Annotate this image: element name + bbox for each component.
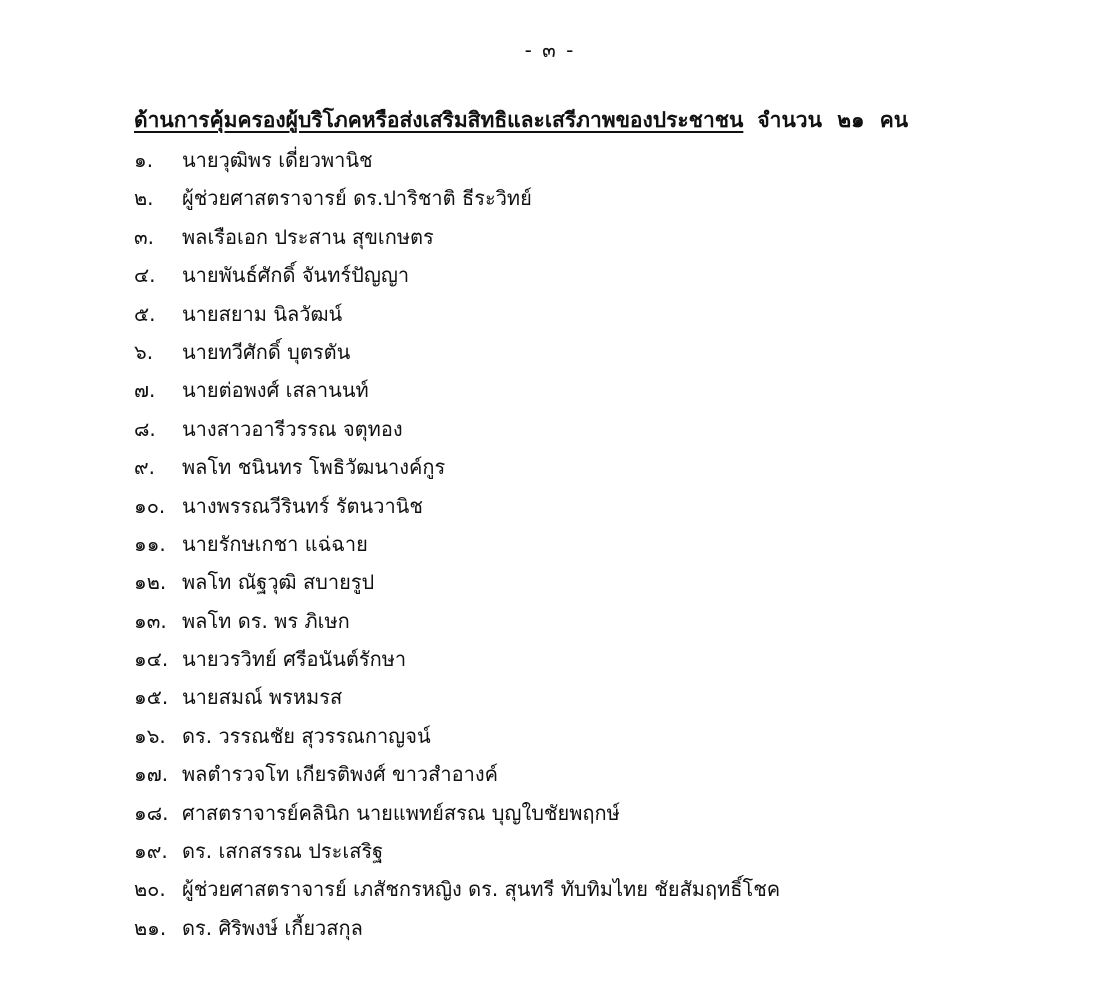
list-item xyxy=(134,563,780,601)
member-name: ผู้ช่วยศาสตราจารย์ เภสัชกรหญิง ดร. สุนทรี ทับทิมไทย ชัยสัมฤทธิ์โชค xyxy=(182,877,781,902)
member-name: พลเรือเอก ประสาน สุขเกษตร xyxy=(182,224,434,249)
member-name: นายสมณ์ พรหมรส xyxy=(182,685,343,710)
item-number: ๑๑. xyxy=(134,531,166,556)
list-item xyxy=(134,218,780,256)
page-number: - ๓ - xyxy=(524,38,576,62)
section-topic: ด้านการคุ้มครองผู้บริโภคหรือส่งเสริมสิทธิและเสรีภาพของประชาชน xyxy=(134,108,744,132)
member-name: นายรักษเกชา แฉ่ฉาย xyxy=(182,531,368,556)
list-item xyxy=(134,909,780,947)
member-name: นายวุฒิพร เดี่ยวพานิช xyxy=(182,148,373,172)
member-name: นายพันธ์ศักดิ์ จันทร์ปัญญา xyxy=(182,263,410,288)
list-item xyxy=(134,256,780,294)
list-item xyxy=(134,448,780,486)
item-number: ๖. xyxy=(134,339,154,364)
item-number: ๔. xyxy=(134,263,156,288)
item-number: ๑๘. xyxy=(134,800,169,825)
list-item xyxy=(134,525,780,563)
item-number: ๘. xyxy=(134,416,156,441)
member-list xyxy=(134,141,780,947)
item-number: ๒. xyxy=(134,186,154,211)
item-number: ๑๙. xyxy=(134,839,168,864)
list-item xyxy=(134,870,780,908)
item-number: ๑๔. xyxy=(134,647,169,672)
member-name: ดร. วรรณชัย สุวรรณกาญจน์ xyxy=(182,723,431,748)
list-item xyxy=(134,832,780,870)
item-number: ๗. xyxy=(134,378,156,403)
member-name: พลโท ชนินทร โพธิวัฒนางค์กูร xyxy=(182,455,446,480)
member-name: ศาสตราจารย์คลินิก นายแพทย์สรณ บุญใบชัยพฤกษ์ xyxy=(182,800,620,825)
member-name: นางพรรณวีรินทร์ รัตนวานิช xyxy=(182,493,423,518)
member-name: พลโท ดร. พร ภิเษก xyxy=(182,608,350,633)
list-item xyxy=(134,640,780,678)
list-item xyxy=(134,678,780,716)
item-number: ๑. xyxy=(134,148,154,172)
member-name: ดร. ศิริพงษ์ เกี้ยวสกุล xyxy=(182,915,363,940)
item-number: ๑๕. xyxy=(134,685,169,710)
item-number: ๑๒. xyxy=(134,570,167,595)
item-number: ๒๐. xyxy=(134,877,166,902)
member-name: พลตำรวจโท เกียรติพงศ์ ขาวสำอางค์ xyxy=(182,762,498,787)
member-name: นายวรวิทย์ ศรีอนันต์รักษา xyxy=(182,647,407,672)
item-number: ๒๑. xyxy=(134,915,167,940)
list-item xyxy=(134,295,780,333)
member-name: พลโท ณัฐวุฒิ สบายรูป xyxy=(182,570,375,595)
item-number: ๑๖. xyxy=(134,723,166,748)
item-number: ๕. xyxy=(134,301,156,326)
list-item xyxy=(134,487,780,525)
list-item xyxy=(134,141,780,179)
item-number: ๑๐. xyxy=(134,493,166,518)
item-number: ๙. xyxy=(134,455,156,480)
member-name: นายสยาม นิลวัฒน์ xyxy=(182,301,343,326)
item-number: ๑๗. xyxy=(134,762,169,787)
list-item xyxy=(134,179,780,217)
member-name: นายต่อพงศ์ เสลานนท์ xyxy=(182,378,369,403)
list-item xyxy=(134,717,780,755)
list-item xyxy=(134,794,780,832)
member-name: ผู้ช่วยศาสตราจารย์ ดร.ปาริชาติ ธีระวิทย์ xyxy=(182,186,532,211)
list-item xyxy=(134,755,780,793)
member-name: ดร. เสกสรรณ ประเสริฐ xyxy=(182,839,384,864)
member-name: นายทวีศักดิ์ บุตรตัน xyxy=(182,339,351,364)
list-item xyxy=(134,371,780,409)
list-item xyxy=(134,602,780,640)
list-item xyxy=(134,333,780,371)
member-name: นางสาวอารีวรรณ จตุทอง xyxy=(182,416,403,441)
section-heading xyxy=(134,104,908,137)
item-number: ๓. xyxy=(134,224,155,249)
item-number: ๑๓. xyxy=(134,608,167,633)
member-count: จำนวน ๒๑ คน xyxy=(757,108,909,132)
list-item xyxy=(134,410,780,448)
